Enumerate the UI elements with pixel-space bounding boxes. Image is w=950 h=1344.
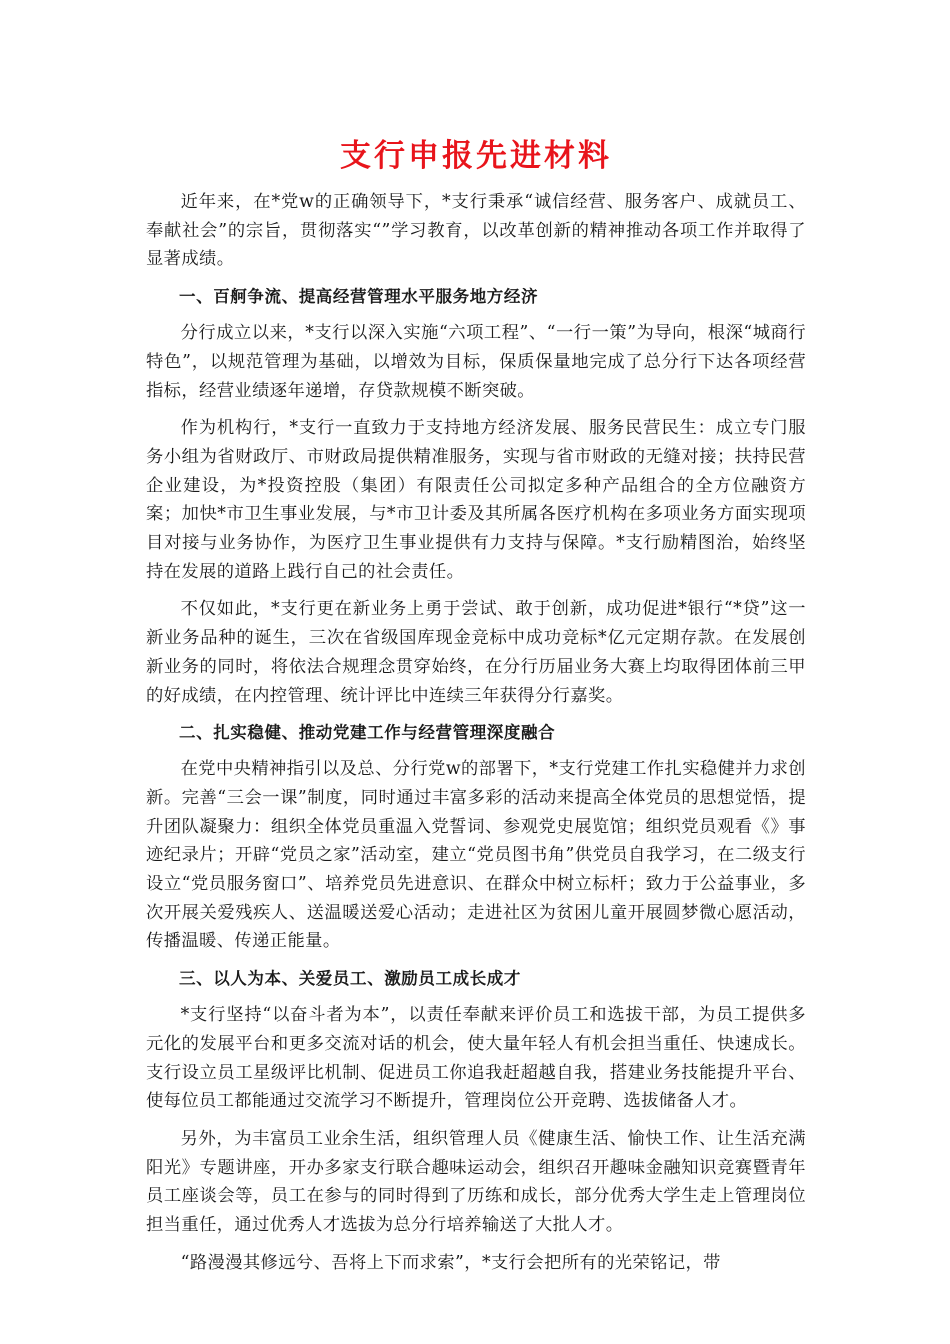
intro-paragraph: 近年来，在*党w的正确领导下，*支行秉承“诚信经营、服务客户、成就员工、奉献社会”的宗旨，贯彻落实“”学习教育，以改革创新的精神推动各项工作并取得了显著成绩。 (146, 192, 806, 270)
section-3-paragraph-3: “路漫漫其修远兮、吾将上下而求索”，*支行会把所有的光荣铭记，带 (180, 1252, 721, 1273)
section-2-heading: 二、扎实稳健、推动党建工作与经营管理深度融合 (179, 723, 556, 743)
section-1-paragraph-2: 作为机构行，*支行一直致力于支持地方经济发展、服务民营民生：成立专门服务小组为省财政厅、市财政局提供精准服务，实现与省市财政的无缝对接；扶持民营企业建设，为*投资控股（集团）有限责任公司拟定多种产品组合的全方位融资方案；加快*市卫生事业发展，与*市卫计委及其所属各医疗机构在多项业务方面实现项目对接与业务协作，为医疗卫生事业提供有力支持与保障。*支行励精图治，始终坚持在发展的道路上践行自己的社会责任。 (146, 418, 806, 582)
section-1-paragraph-3: 不仅如此，*支行更在新业务上勇于尝试、敢于创新，成功促进*银行“*贷”这一新业务品种的诞生，三次在省级国库现金竞标中成功竞标*亿元定期存款。在发展创新业务的同时，将依法合规理念贯穿始终，在分行历届业务大赛上均取得团体前三甲的好成绩，在内控管理、统计评比中连续三年获得分行嘉奖。 (146, 599, 806, 706)
section-1-heading: 一、百舸争流、提高经营管理水平服务地方经济 (179, 287, 539, 307)
section-3-paragraph-2: 另外，为丰富员工业余生活，组织管理人员《健康生活、愉快工作、让生活充满阳光》专题讲座，开办多家支行联合趣味运动会，组织召开趣味金融知识竞赛暨青年员工座谈会等，员工在参与的同时得到了历练和成长，部分优秀大学生走上管理岗位担当重任，通过优秀人才选拔为总分行培养输送了大批人才。 (146, 1128, 806, 1236)
section-2-paragraph-1: 在党中央精神指引以及总、分行党w的部署下，*支行党建工作扎实稳健并力求创新。完善“三会一课”制度，同时通过丰富多彩的活动来提高全体党员的思想觉悟，提升团队凝聚力：组织全体党员重温入党誓词、参观党史展览馆；组织党员观看《》事迹纪录片；开辟“党员之家”活动室，建立“党员图书角”供党员自我学习，在二级支行设立“党员服务窗口”、培养党员先进意识、在群众中树立标杆；致力于公益事业，多次开展关爱残疾人、送温暖送爱心活动；走进社区为贫困儿童开展圆梦微心愿活动，传播温暖、传递正能量。 (146, 759, 806, 952)
section-1-paragraph-1: 分行成立以来，*支行以深入实施“六项工程”、“一行一策”为导向，根深“城商行特色”，以规范管理为基础，以增效为目标，保质保量地完成了总分行下达各项经营指标，经营业绩逐年递增，存贷款规模不断突破。 (146, 323, 806, 401)
section-3-paragraph-1: *支行坚持“以奋斗者为本”，以责任奉献来评价员工和选拔干部，为员工提供多元化的发展平台和更多交流对话的机会，使大量年轻人有机会担当重任、快速成长。支行设立员工星级评比机制、促进员工你追我赶超越自我，搭建业务技能提升平台、使每位员工都能通过交流学习不断提升，管理岗位公开竞聘、选拔储备人才。 (146, 1005, 806, 1112)
document-page (146, 130, 806, 1278)
document-title: 支行申报先进材料 (340, 138, 612, 174)
section-3-heading: 三、以人为本、关爱员工、激励员工成长成才 (179, 969, 521, 989)
